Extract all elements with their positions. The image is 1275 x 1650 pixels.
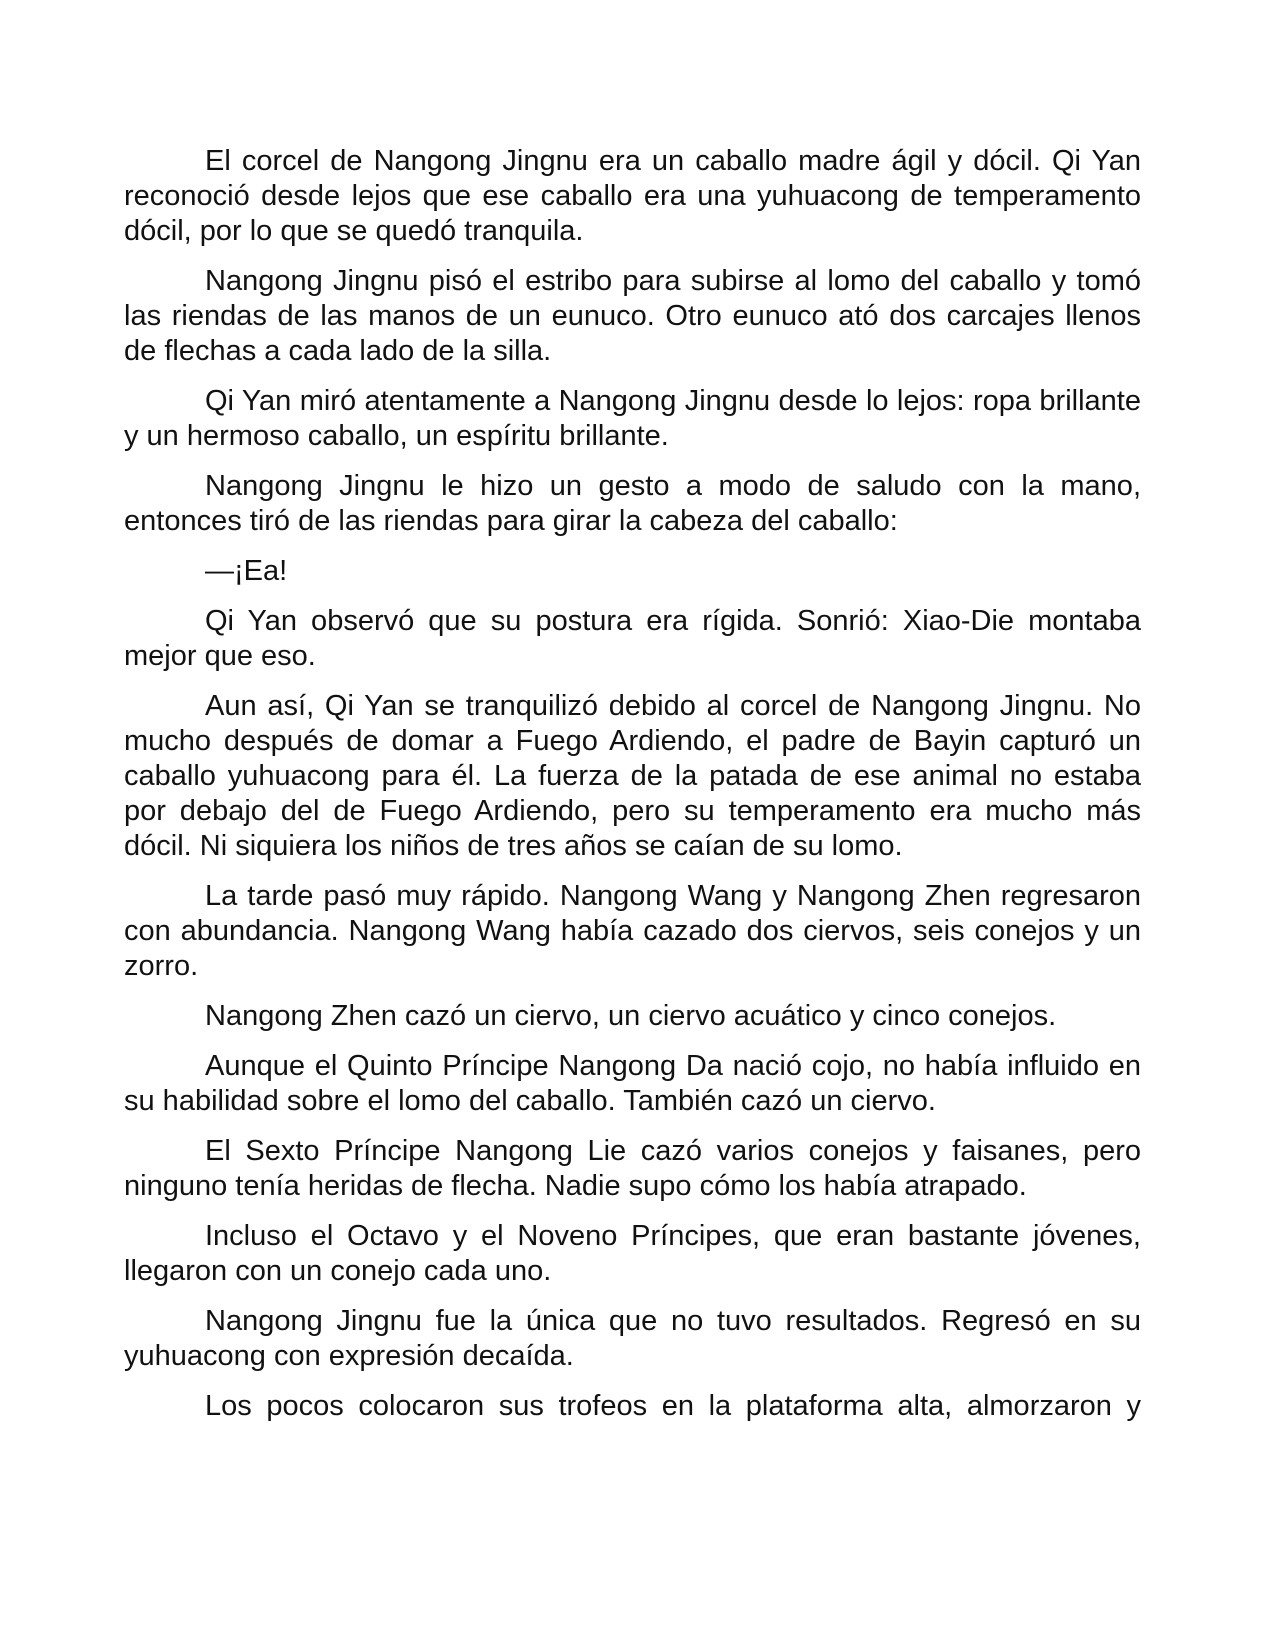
paragraph: Nangong Jingnu pisó el estribo para subirse al lomo del caballo y tomó las riendas de las manos de un eunuco. Otro eunuco ató dos carcajes llenos de flechas a cada lado de la silla.	[124, 265, 1141, 367]
paragraph: Aun así, Qi Yan se tranquilizó debido al corcel de Nangong Jingnu. No mucho después de domar a Fuego Ardiendo, el padre de Bayin capturó un caballo yuhuacong para él. La fuerza de la patada de ese animal no estaba por debajo del de Fuego Ardiendo, pero su temperamento era mucho más dócil. Ni siquiera los niños de tres años se caían de su lomo.	[124, 690, 1141, 862]
paragraph: La tarde pasó muy rápido. Nangong Wang y Nangong Zhen regresaron con abundancia. Nangong Wang había cazado dos ciervos, seis conejos y un zorro.	[124, 880, 1141, 982]
paragraph: Nangong Jingnu fue la única que no tuvo resultados. Regresó en su yuhuacong con expresión decaída.	[124, 1305, 1141, 1372]
paragraph: El corcel de Nangong Jingnu era un caballo madre ágil y dócil. Qi Yan reconoció desde lejos que ese caballo era una yuhuacong de temperamento dócil, por lo que se quedó tranquila.	[124, 145, 1141, 247]
document-body	[124, 144, 1141, 1439]
paragraph: Nangong Jingnu le hizo un gesto a modo de saludo con la mano, entonces tiró de las riendas para girar la cabeza del caballo:	[124, 470, 1141, 537]
paragraph: —¡Ea!	[205, 555, 288, 587]
paragraph: Qi Yan miró atentamente a Nangong Jingnu desde lo lejos: ropa brillante y un hermoso caballo, un espíritu brillante.	[124, 385, 1141, 452]
paragraph: El Sexto Príncipe Nangong Lie cazó varios conejos y faisanes, pero ninguno tenía heridas de flecha. Nadie supo cómo los había atrapado.	[124, 1135, 1141, 1202]
paragraph: Nangong Zhen cazó un ciervo, un ciervo acuático y cinco conejos.	[205, 1000, 1057, 1032]
paragraph: Incluso el Octavo y el Noveno Príncipes, que eran bastante jóvenes, llegaron con un conejo cada uno.	[124, 1220, 1141, 1287]
paragraph: Los pocos colocaron sus trofeos en la plataforma alta, almorzaron y	[205, 1390, 1141, 1422]
paragraph: Aunque el Quinto Príncipe Nangong Da nació cojo, no había influido en su habilidad sobre el lomo del caballo. También cazó un ciervo.	[124, 1050, 1141, 1117]
paragraph: Qi Yan observó que su postura era rígida. Sonrió: Xiao-Die montaba mejor que eso.	[124, 605, 1141, 672]
